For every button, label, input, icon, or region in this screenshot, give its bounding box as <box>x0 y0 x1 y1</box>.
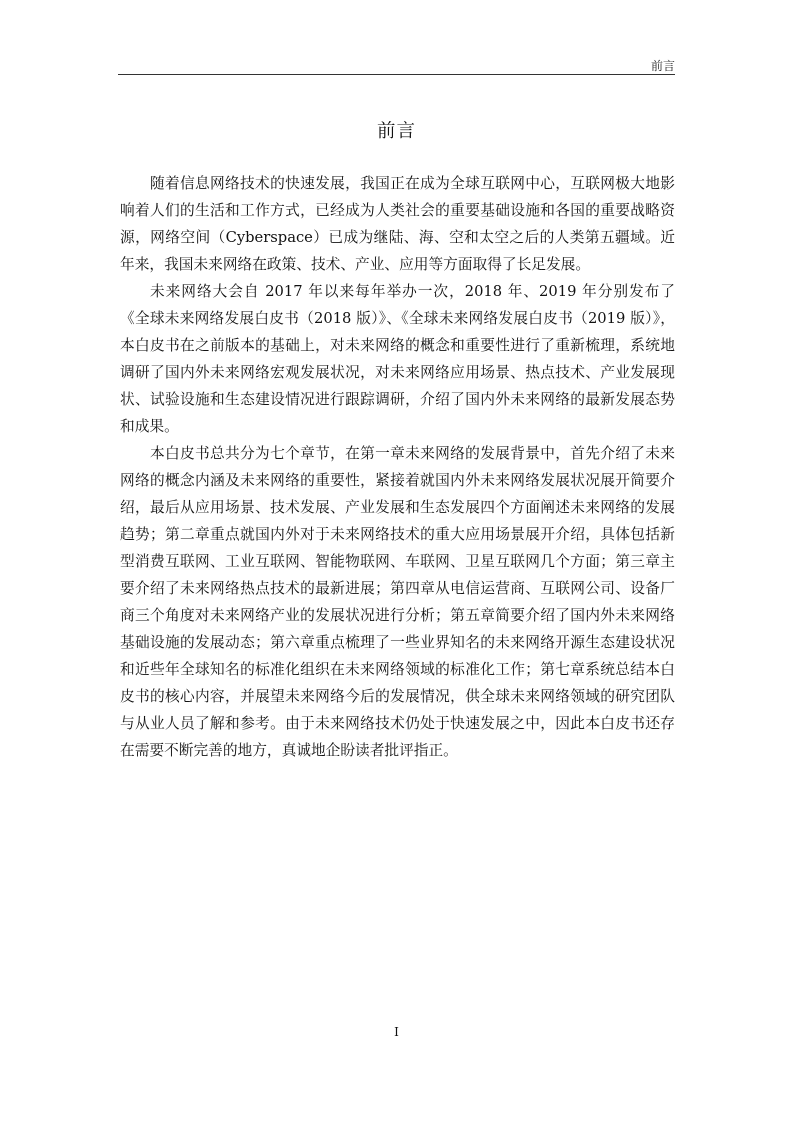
paragraph-3: 本白皮书总共分为七个章节，在第一章未来网络的发展背景中，首先介绍了未来网络的概念内涵及未来网络的重要性，紧接着就国内外未来网络发展状况展开简要介绍，最后从应用场景、技术发展、产业发展和生态发展四个方面阐述未来网络的发展趋势；第二章重点就国内外对于未来网络技术的重大应用场景展开介绍，具体包括新型消费互联网、工业互联网、智能物联网、车联网、卫星互联网几个方面；第三章主要介绍了未来网络热点技术的最新进展；第四章从电信运营商、互联网公司、设备厂商三个角度对未来网络产业的发展状况进行分析；第五章简要介绍了国内外未来网络基础设施的发展动态；第六章重点梳理了一些业界知名的未来网络开源生态建设状况和近些年全球知名的标准化组织在未来网络领域的标准化工作；第七章系统总结本白皮书的核心内容，并展望未来网络今后的发展情况，供全球未来网络领域的研究团队与从业人员了解和参考。由于未来网络技术仍处于快速发展之中，因此本白皮书还存在需要不断完善的地方，真诚地企盼读者批评指正。 <box>120 445 675 759</box>
page-title: 前言 <box>376 121 416 142</box>
body-text <box>120 170 675 764</box>
running-header: 前言 <box>650 59 675 73</box>
paragraph-2: 未来网络大会自 2017 年以来每年举办一次，2018 年、2019 年分别发布了《全球未来网络发展白皮书（2018 版）》、《全球未来网络发展白皮书（2019 版）》，本白皮书在之前版本的基础上，对未来网络的概念和重要性进行了重新梳理，系统地调研了国内外未来网络宏观发展状况，对未来网络应用场景、热点技术、产业发展现状、试验设施和生态建设情况进行跟踪调研，介绍了国内外未来网络的最新发展态势和成果。 <box>120 283 675 435</box>
paragraph-1: 随着信息网络技术的快速发展，我国正在成为全球互联网中心，互联网极大地影响着人们的生活和工作方式，已经成为人类社会的重要基础设施和各国的重要战略资源，网络空间（Cyberspace）已成为继陆、海、空和太空之后的人类第五疆域。近年来，我国未来网络在政策、技术、产业、应用等方面取得了长足发展。 <box>120 175 675 273</box>
header-rule <box>118 74 675 75</box>
page-number: I <box>394 1025 399 1039</box>
